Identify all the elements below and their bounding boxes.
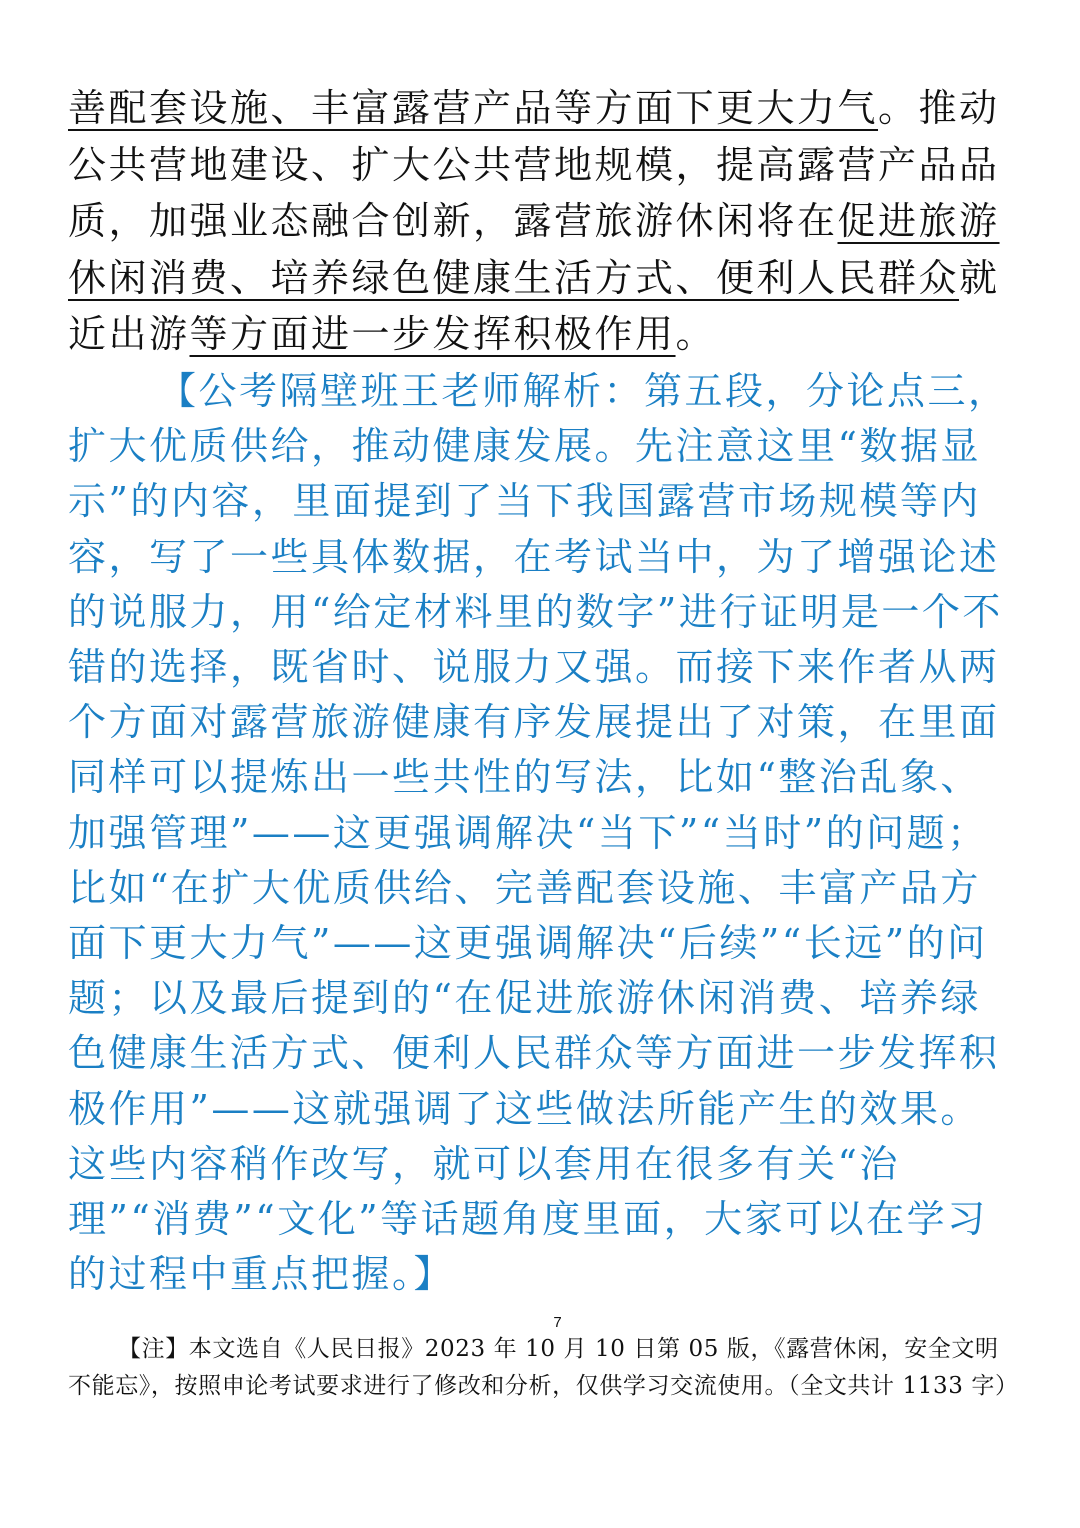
paragraph-text: 。推动公共营地建设、扩大公共营地规模，提高露营产品品质，加强业态融合创新，露营旅游休闲将在 [68, 86, 1000, 243]
paragraph-text: 。 [675, 312, 717, 356]
analysis-text: 【公考隔壁班王老师解析：第五段，分论点三，扩大优质供给，推动健康发展。先注意这里“数据显示”的内容，里面提到了当下我国露营市场规模等内容，写了一些具体数据，在考试当中，为了增强论述的说服力，用“给定材料里的数字”进行证明是一个不错的选择，既省时、说服力又强。而接下来作者从两个方面对露营旅游健康有序发展提出了对策，在里面同样可以提炼出一些共性的写法，比如“整治乱象、加强管理”——这更强调解决“当下”“当时”的问题；比如“在扩大优质供给、完善配套设施、丰富产品方面下更大力气”——这更强调解决“后续”“长远”的问题；以及最后提到的“在促进旅游休闲消费、培养绿色健康生活方式、便利人民群众等方面进一步发挥积极作用”——这就强调了这些做法所能产生的效果。这些内容稍作改写，就可以套用在很多有关“治理”“消费”“文化”等话题角度里面，大家可以在学习的过程中重点把握。】 [68, 369, 1009, 1297]
article-paragraph [68, 80, 1012, 363]
analysis-paragraph [68, 364, 1012, 1302]
footnote [68, 1331, 1018, 1405]
page-number: 7 [553, 1314, 562, 1331]
underlined-phrase: 促进旅游休闲消费、培养绿色健康生活方式、便利人民群众 [68, 199, 1000, 300]
footnote-text: 【注】本文选自《人民日报》2023 年 10 月 10 日第 05 版，《露营休闲，安全文明不能忘》，按照申论考试要求进行了修改和分析，仅供学习交流使用。（全文共计 1133 字） [68, 1336, 1019, 1399]
underlined-phrase: 等方面进一步发挥积极作用 [189, 312, 676, 356]
paragraph-text: 就近出游 [68, 255, 1000, 356]
underlined-phrase: 善配套设施、丰富露营产品等方面下更大力气 [68, 86, 879, 130]
